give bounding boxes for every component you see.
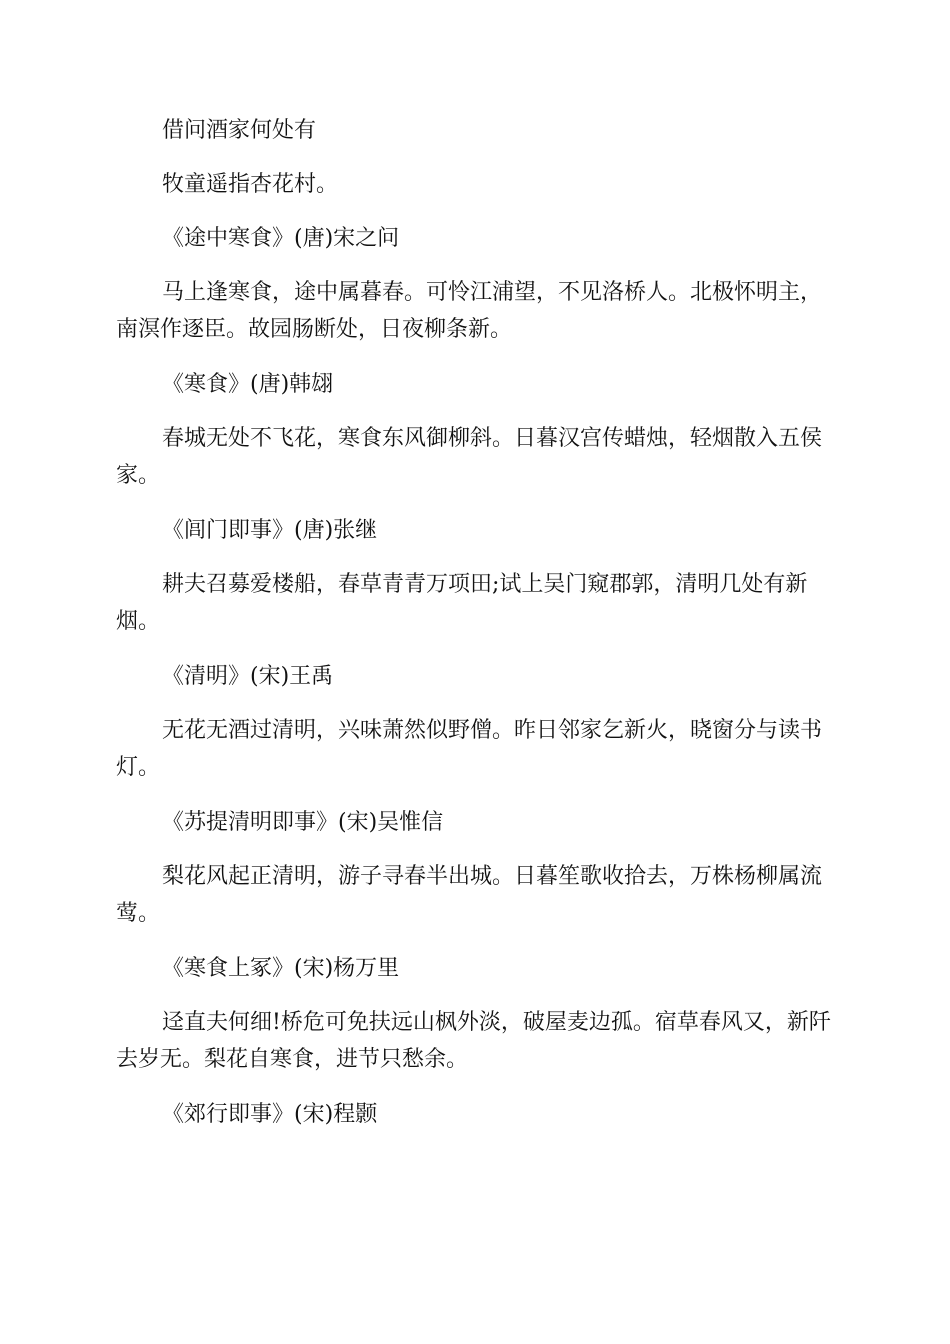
poem-title: 《苏提清明即事》(宋)吴惟信	[162, 810, 444, 835]
verse-line: 牧童遥指杏花村。	[162, 172, 339, 197]
poem-title: 《清明》(宋)王禹	[162, 664, 334, 689]
poem-body: 无花无酒过清明，兴味萧然似野僧。昨日邻家乞新火，晓窗分与读书灯。	[116, 718, 823, 780]
poem-body: 春城无处不飞花，寒食东风御柳斜。日暮汉宫传蜡烛，轻烟散入五侯家。	[116, 426, 823, 488]
poem-title: 《寒食》(唐)韩翃	[162, 372, 334, 397]
poem-title: 《郊行即事》(宋)程颢	[162, 1102, 378, 1127]
poem-body: 马上逢寒食，途中属暮春。可怜江浦望，不见洛桥人。北极怀明主，南溟作逐臣。故园肠断处，日夜柳条新。	[116, 280, 823, 342]
poem-title: 《途中寒食》(唐)宋之问	[162, 226, 400, 251]
poem-body: 耕夫召募爱楼船，春草青青万项田;试上吴门窥郡郭，清明几处有新烟。	[116, 572, 808, 634]
poem-body: 梨花风起正清明，游子寻春半出城。日暮笙歌收拾去，万株杨柳属流莺。	[116, 864, 823, 926]
poem-title: 《寒食上冢》(宋)杨万里	[162, 956, 400, 981]
verse-line: 借问酒家何处有	[162, 118, 317, 143]
poem-title: 《闾门即事》(唐)张继	[162, 518, 378, 543]
poem-body: 迳直夫何细!桥危可免扶远山枫外淡，破屋麦边孤。宿草春风又，新阡去岁无。梨花自寒食，进节只愁余。	[116, 1010, 831, 1072]
